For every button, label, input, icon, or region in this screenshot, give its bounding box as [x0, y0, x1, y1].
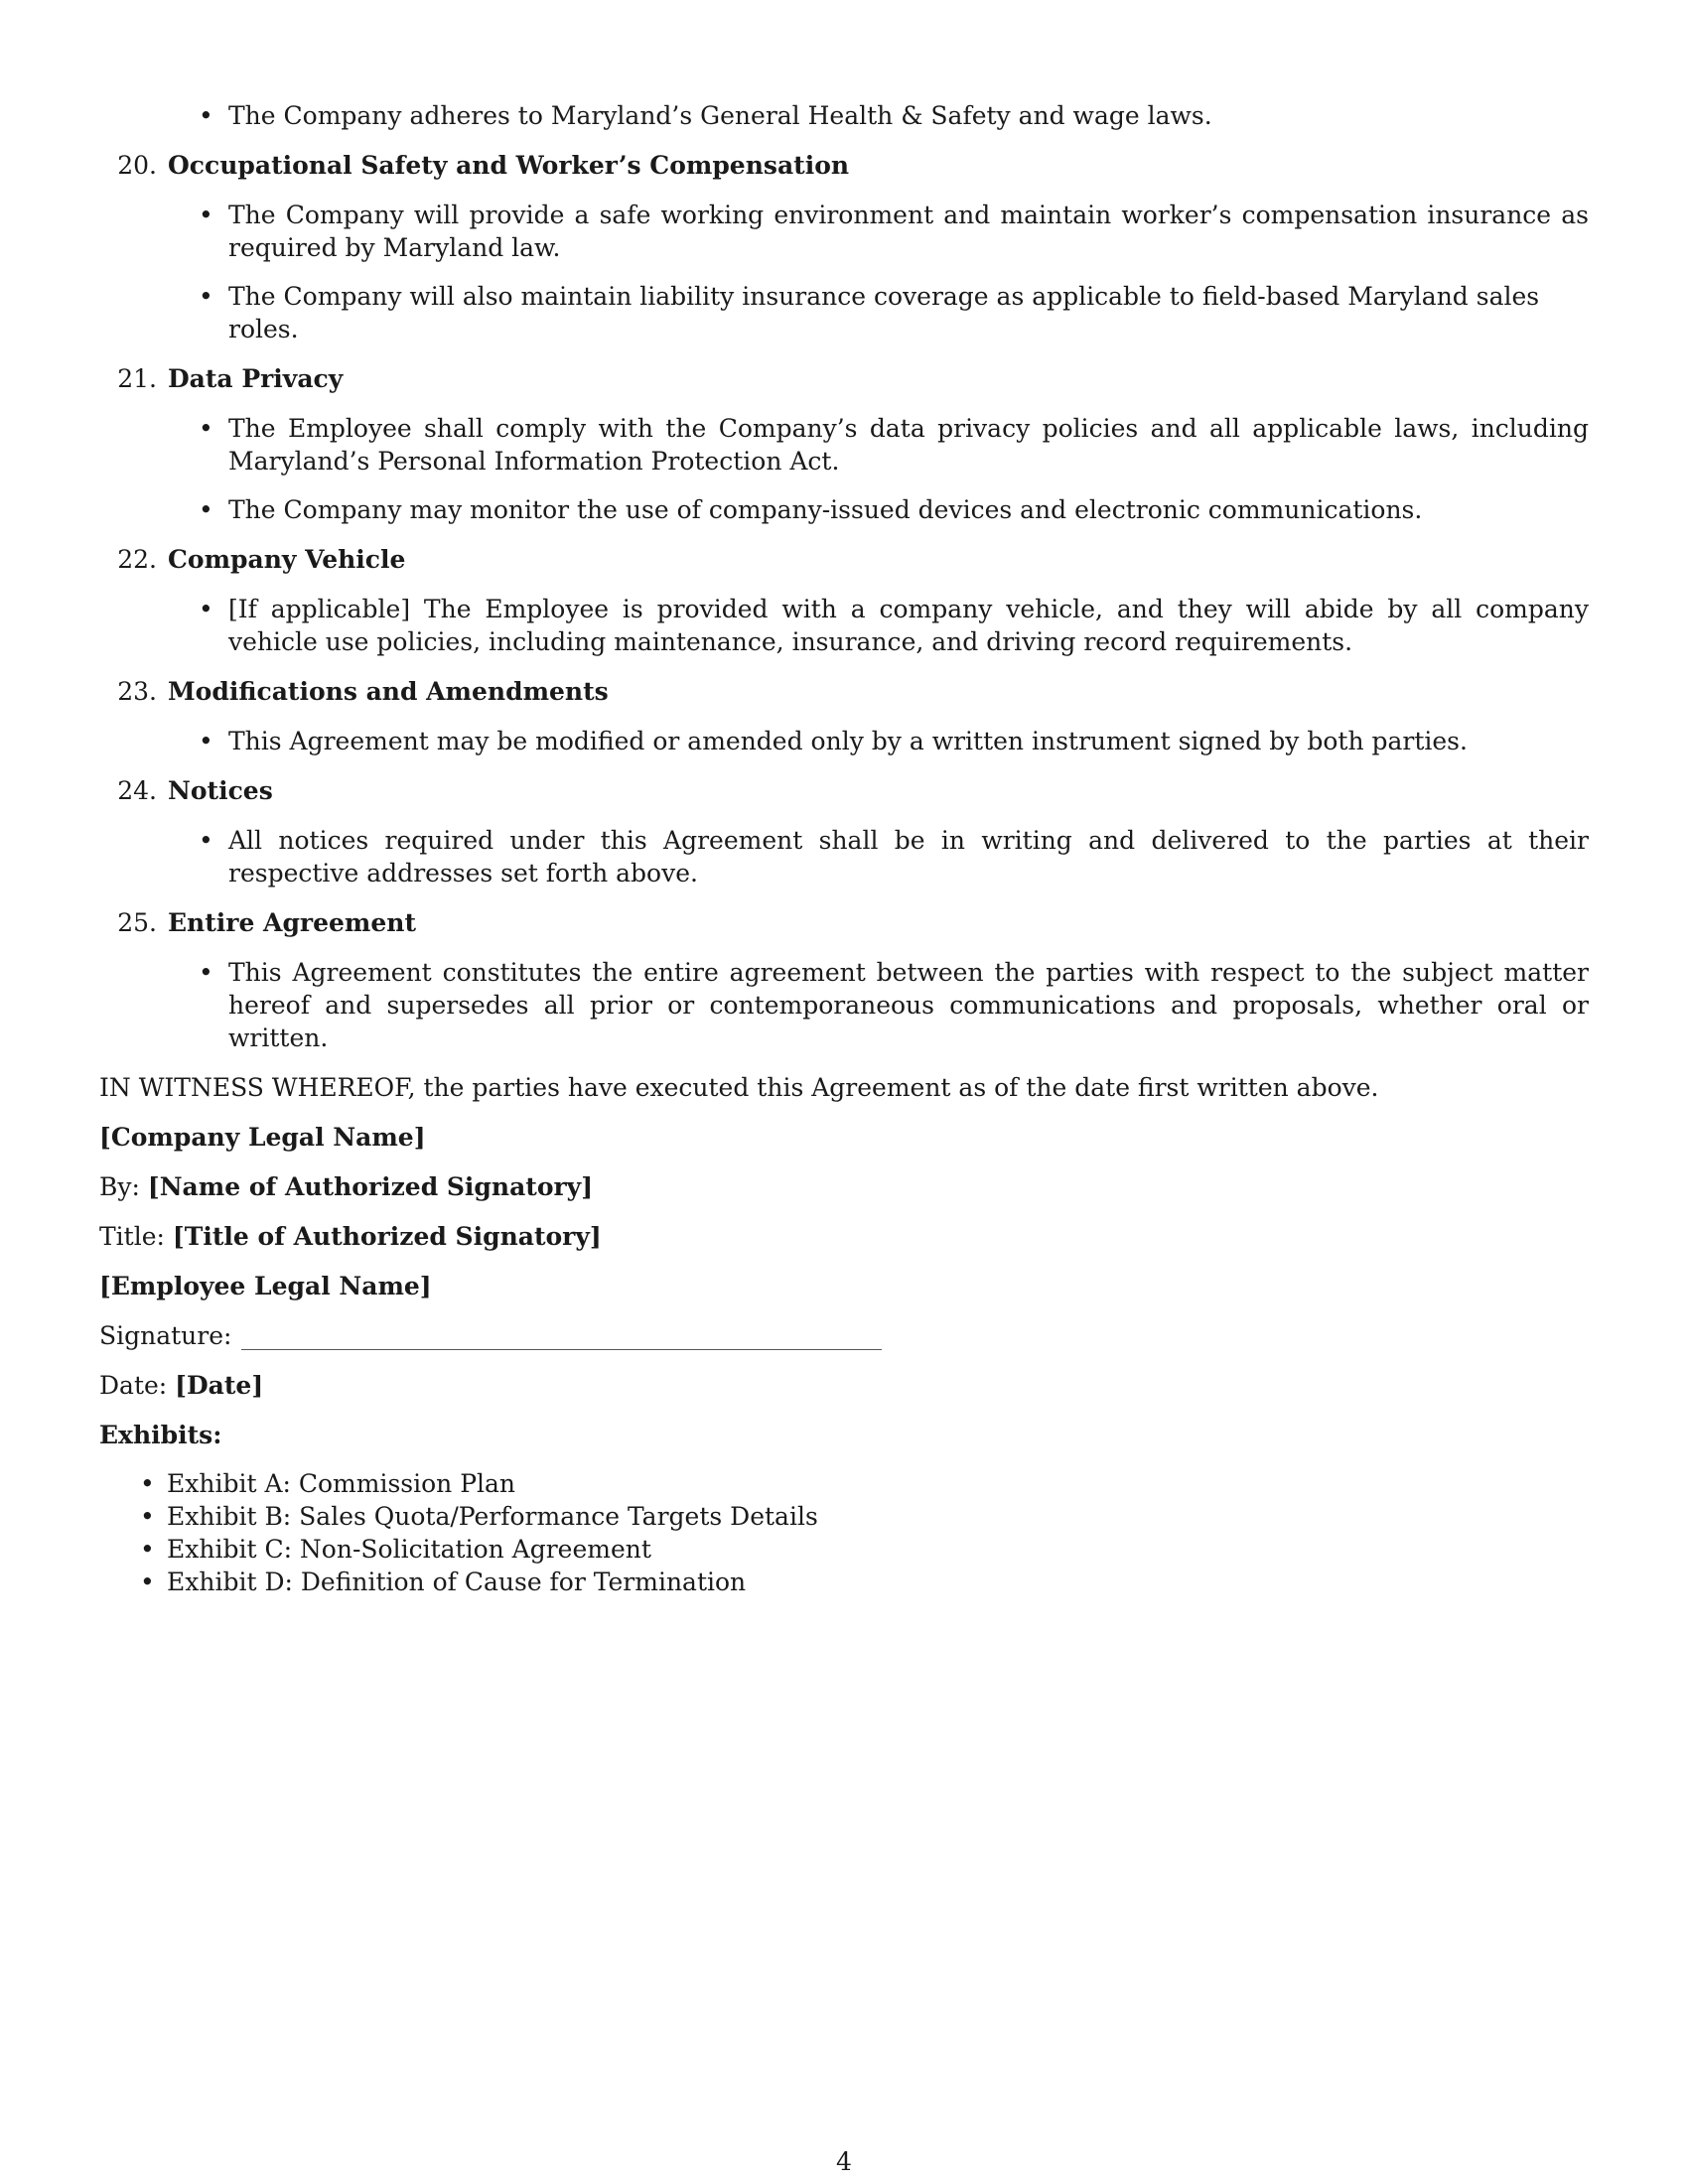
list-item	[99, 280, 1589, 345]
section-title: Modifications and Amendments	[168, 677, 609, 706]
bullet-text: This Agreement may be modified or amended only by a written instrument signed by both parties.	[228, 727, 1468, 755]
signatory-name: [Name of Authorized Signatory]	[147, 1172, 594, 1201]
list-item	[99, 412, 1589, 478]
section-number: 24.	[117, 776, 157, 805]
section-heading-23	[99, 675, 1589, 708]
signature-field[interactable]	[241, 1323, 882, 1350]
bullet-icon: •	[199, 727, 213, 755]
exhibit-text: Exhibit A: Commission Plan	[167, 1469, 516, 1498]
exhibits-list	[99, 1467, 1589, 1598]
bullet-icon: •	[199, 282, 213, 311]
exhibit-text: Exhibit B: Sales Quota/Performance Targets Details	[167, 1502, 818, 1531]
section-heading-24	[99, 774, 1589, 807]
exhibits-heading: Exhibits:	[99, 1421, 222, 1449]
bullet-text: The Company will also maintain liability insurance coverage as applicable to field-based Maryland sales roles.	[228, 282, 1540, 343]
bullet-icon: •	[140, 1535, 155, 1564]
document-page	[99, 99, 1589, 1598]
section-number: 20.	[117, 151, 157, 180]
title-label: Title:	[99, 1222, 165, 1251]
section-heading-20	[99, 149, 1589, 182]
exhibit-text: Exhibit D: Definition of Cause for Termination	[167, 1568, 747, 1596]
section-number: 22.	[117, 545, 157, 574]
section-title: Company Vehicle	[168, 545, 406, 574]
bullet-text: The Company will provide a safe working environment and maintain worker’s compensation insurance as required by Maryland law.	[228, 201, 1589, 262]
list-item	[99, 593, 1589, 658]
list-item	[99, 725, 1589, 757]
date-value: [Date]	[175, 1371, 264, 1400]
section-number: 23.	[117, 677, 157, 706]
title-line	[99, 1220, 1589, 1253]
section-title: Data Privacy	[168, 364, 344, 393]
section-title: Notices	[168, 776, 273, 805]
list-item	[99, 1500, 1589, 1533]
bullet-icon: •	[199, 826, 213, 855]
bullet-icon: •	[140, 1469, 155, 1498]
signatory-title: [Title of Authorized Signatory]	[172, 1222, 602, 1251]
bullet-text: The Employee shall comply with the Company’s data privacy policies and all applicable laws, including Maryland’s Personal Information Protection Act.	[228, 414, 1589, 476]
bullet-icon: •	[199, 101, 213, 130]
page-number: 4	[836, 2147, 852, 2176]
bullet-text: [If applicable] The Employee is provided with a company vehicle, and they will abide by all company vehicle use policies, including maintenance, insurance, and driving record requirements.	[228, 595, 1589, 656]
section-title: Occupational Safety and Worker’s Compensation	[168, 151, 850, 180]
bullet-icon: •	[140, 1568, 155, 1596]
list-item	[99, 199, 1589, 264]
section-heading-22	[99, 543, 1589, 576]
list-item	[99, 824, 1589, 889]
section-heading-21	[99, 362, 1589, 395]
bullet-text: The Company may monitor the use of company-issued devices and electronic communications.	[228, 495, 1423, 524]
bullet-text: This Agreement constitutes the entire agreement between the parties with respect to the subject matter hereof and supersedes all prior or contemporaneous communications and proposals, whether oral or written.	[228, 958, 1589, 1052]
bullet-icon: •	[199, 201, 213, 229]
signature-line	[99, 1319, 1589, 1352]
bullet-text: All notices required under this Agreement shall be in writing and delivered to the parties at their respective addresses set forth above.	[228, 826, 1589, 887]
by-label: By:	[99, 1172, 140, 1201]
date-line	[99, 1369, 1589, 1402]
section-number: 25.	[117, 908, 157, 937]
section-number: 21.	[117, 364, 157, 393]
bullet-icon: •	[199, 495, 213, 524]
list-item	[99, 1533, 1589, 1566]
list-item	[99, 493, 1589, 526]
list-item	[99, 99, 1589, 132]
section-heading-25	[99, 906, 1589, 939]
bullet-icon: •	[199, 958, 213, 987]
list-item	[99, 956, 1589, 1054]
intro-bullet-text: The Company adheres to Maryland’s General Health & Safety and wage laws.	[228, 101, 1212, 130]
list-item	[99, 1566, 1589, 1598]
witness-statement: IN WITNESS WHEREOF, the parties have executed this Agreement as of the date first written above.	[99, 1073, 1379, 1102]
signature-label: Signature:	[99, 1321, 232, 1350]
employee-legal-name: [Employee Legal Name]	[99, 1272, 432, 1300]
date-label: Date:	[99, 1371, 168, 1400]
company-legal-name: [Company Legal Name]	[99, 1123, 426, 1152]
by-line	[99, 1170, 1589, 1203]
list-item	[99, 1467, 1589, 1500]
section-title: Entire Agreement	[168, 908, 416, 937]
bullet-icon: •	[140, 1502, 155, 1531]
bullet-icon: •	[199, 414, 213, 443]
bullet-icon: •	[199, 595, 213, 623]
exhibit-text: Exhibit C: Non-Solicitation Agreement	[167, 1535, 651, 1564]
